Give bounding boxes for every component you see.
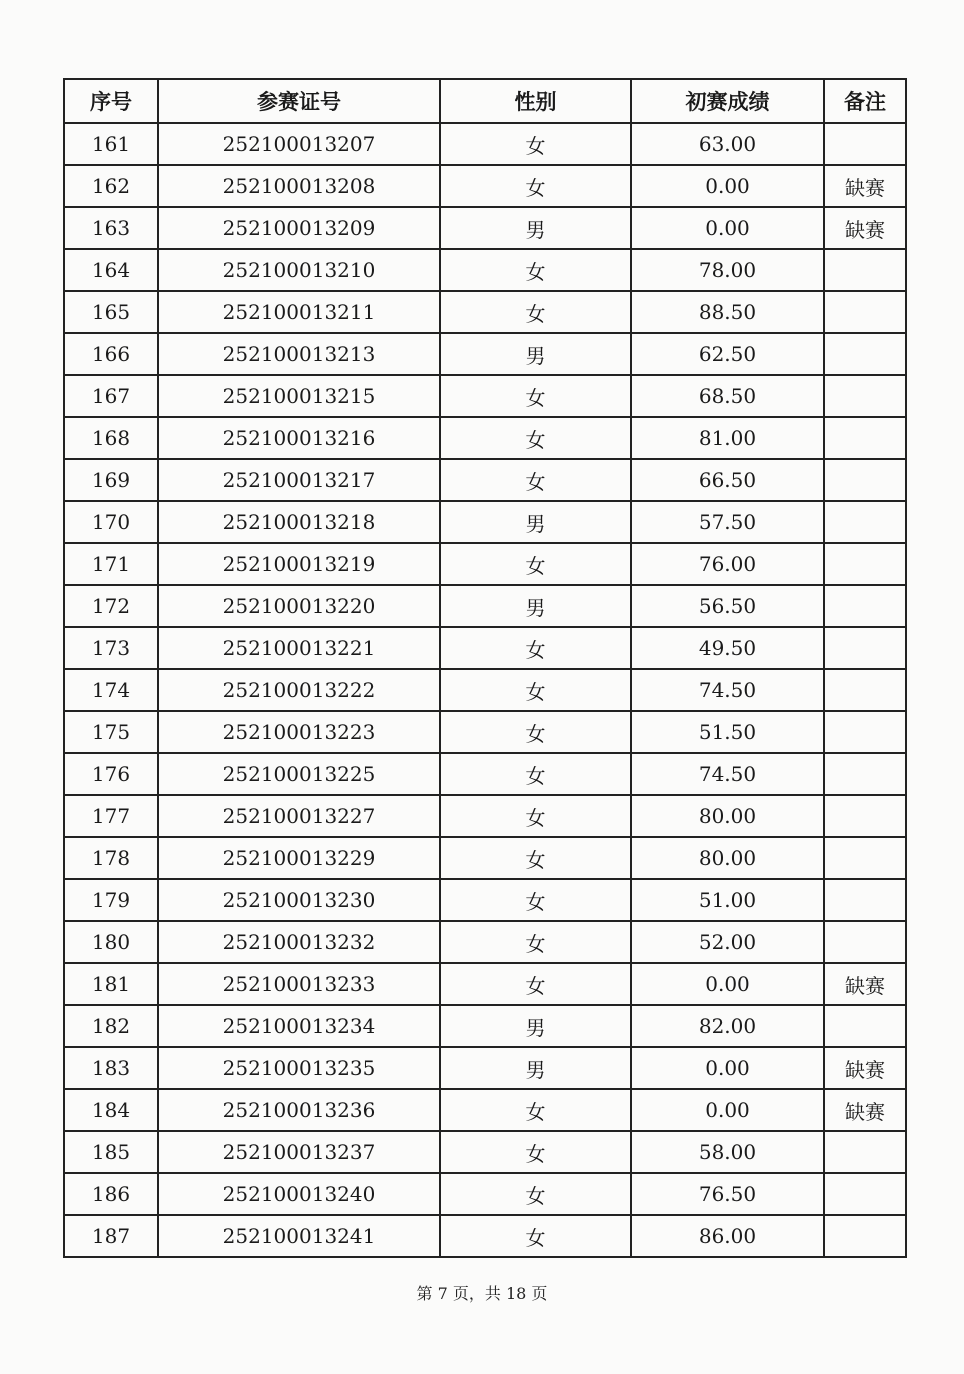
cell-gender: 女 bbox=[440, 165, 631, 207]
cell-index: 183 bbox=[64, 1047, 158, 1089]
cell-index: 169 bbox=[64, 459, 158, 501]
table-row bbox=[64, 333, 906, 375]
cell-score: 82.00 bbox=[631, 1005, 824, 1047]
table-row bbox=[64, 249, 906, 291]
cell-gender: 女 bbox=[440, 669, 631, 711]
cell-ticket-number: 252100013220 bbox=[158, 585, 440, 627]
cell-remark: 缺赛 bbox=[824, 963, 906, 1005]
table-row bbox=[64, 1131, 906, 1173]
cell-score: 88.50 bbox=[631, 291, 824, 333]
header-gender: 性别 bbox=[440, 79, 631, 123]
cell-index: 162 bbox=[64, 165, 158, 207]
cell-ticket-number: 252100013230 bbox=[158, 879, 440, 921]
table-row bbox=[64, 1173, 906, 1215]
header-preliminary-score: 初赛成绩 bbox=[631, 79, 824, 123]
cell-gender: 女 bbox=[440, 1215, 631, 1257]
cell-gender: 女 bbox=[440, 627, 631, 669]
cell-remark bbox=[824, 291, 906, 333]
cell-ticket-number: 252100013218 bbox=[158, 501, 440, 543]
cell-score: 66.50 bbox=[631, 459, 824, 501]
cell-index: 175 bbox=[64, 711, 158, 753]
table-row bbox=[64, 669, 906, 711]
cell-index: 181 bbox=[64, 963, 158, 1005]
cell-score: 80.00 bbox=[631, 837, 824, 879]
cell-ticket-number: 252100013211 bbox=[158, 291, 440, 333]
cell-ticket-number: 252100013237 bbox=[158, 1131, 440, 1173]
header-index: 序号 bbox=[64, 79, 158, 123]
table-row bbox=[64, 627, 906, 669]
cell-score: 56.50 bbox=[631, 585, 824, 627]
cell-remark bbox=[824, 543, 906, 585]
cell-index: 167 bbox=[64, 375, 158, 417]
cell-gender: 女 bbox=[440, 921, 631, 963]
cell-index: 178 bbox=[64, 837, 158, 879]
table-header-row bbox=[64, 79, 906, 123]
cell-gender: 男 bbox=[440, 1005, 631, 1047]
cell-remark bbox=[824, 501, 906, 543]
cell-index: 187 bbox=[64, 1215, 158, 1257]
cell-score: 81.00 bbox=[631, 417, 824, 459]
cell-remark bbox=[824, 585, 906, 627]
cell-remark bbox=[824, 669, 906, 711]
cell-remark bbox=[824, 627, 906, 669]
cell-score: 0.00 bbox=[631, 1089, 824, 1131]
cell-ticket-number: 252100013240 bbox=[158, 1173, 440, 1215]
table-row bbox=[64, 1005, 906, 1047]
cell-gender: 女 bbox=[440, 837, 631, 879]
cell-ticket-number: 252100013225 bbox=[158, 753, 440, 795]
cell-remark bbox=[824, 1173, 906, 1215]
cell-ticket-number: 252100013235 bbox=[158, 1047, 440, 1089]
cell-remark bbox=[824, 753, 906, 795]
cell-index: 185 bbox=[64, 1131, 158, 1173]
table-row bbox=[64, 501, 906, 543]
cell-score: 86.00 bbox=[631, 1215, 824, 1257]
cell-ticket-number: 252100013236 bbox=[158, 1089, 440, 1131]
cell-score: 0.00 bbox=[631, 207, 824, 249]
cell-score: 0.00 bbox=[631, 165, 824, 207]
cell-ticket-number: 252100013216 bbox=[158, 417, 440, 459]
cell-score: 51.00 bbox=[631, 879, 824, 921]
cell-index: 171 bbox=[64, 543, 158, 585]
cell-index: 184 bbox=[64, 1089, 158, 1131]
cell-ticket-number: 252100013232 bbox=[158, 921, 440, 963]
cell-gender: 男 bbox=[440, 501, 631, 543]
cell-ticket-number: 252100013208 bbox=[158, 165, 440, 207]
table-row bbox=[64, 165, 906, 207]
table-row bbox=[64, 1215, 906, 1257]
page-number: 第 7 页，共 18 页 bbox=[416, 1284, 548, 1303]
table-body bbox=[64, 123, 906, 1257]
cell-score: 78.00 bbox=[631, 249, 824, 291]
cell-index: 168 bbox=[64, 417, 158, 459]
cell-index: 170 bbox=[64, 501, 158, 543]
cell-score: 0.00 bbox=[631, 1047, 824, 1089]
table-row bbox=[64, 291, 906, 333]
score-table bbox=[63, 78, 907, 1258]
cell-gender: 女 bbox=[440, 1173, 631, 1215]
cell-gender: 女 bbox=[440, 1089, 631, 1131]
cell-score: 58.00 bbox=[631, 1131, 824, 1173]
cell-gender: 女 bbox=[440, 123, 631, 165]
cell-gender: 女 bbox=[440, 879, 631, 921]
cell-index: 176 bbox=[64, 753, 158, 795]
cell-score: 51.50 bbox=[631, 711, 824, 753]
table-row bbox=[64, 837, 906, 879]
cell-gender: 女 bbox=[440, 753, 631, 795]
table-row bbox=[64, 879, 906, 921]
cell-index: 177 bbox=[64, 795, 158, 837]
cell-gender: 男 bbox=[440, 207, 631, 249]
cell-remark: 缺赛 bbox=[824, 1089, 906, 1131]
cell-gender: 男 bbox=[440, 585, 631, 627]
cell-remark bbox=[824, 711, 906, 753]
cell-score: 74.50 bbox=[631, 669, 824, 711]
cell-remark bbox=[824, 1131, 906, 1173]
cell-gender: 女 bbox=[440, 291, 631, 333]
cell-ticket-number: 252100013215 bbox=[158, 375, 440, 417]
cell-gender: 女 bbox=[440, 963, 631, 1005]
table-row bbox=[64, 753, 906, 795]
table-row bbox=[64, 1047, 906, 1089]
cell-score: 68.50 bbox=[631, 375, 824, 417]
cell-gender: 女 bbox=[440, 417, 631, 459]
cell-score: 57.50 bbox=[631, 501, 824, 543]
cell-index: 165 bbox=[64, 291, 158, 333]
cell-score: 52.00 bbox=[631, 921, 824, 963]
cell-gender: 男 bbox=[440, 1047, 631, 1089]
cell-ticket-number: 252100013217 bbox=[158, 459, 440, 501]
cell-ticket-number: 252100013221 bbox=[158, 627, 440, 669]
cell-index: 182 bbox=[64, 1005, 158, 1047]
table-row bbox=[64, 459, 906, 501]
cell-index: 174 bbox=[64, 669, 158, 711]
cell-gender: 女 bbox=[440, 543, 631, 585]
cell-index: 180 bbox=[64, 921, 158, 963]
cell-remark bbox=[824, 459, 906, 501]
table-row bbox=[64, 921, 906, 963]
cell-ticket-number: 252100013207 bbox=[158, 123, 440, 165]
cell-ticket-number: 252100013210 bbox=[158, 249, 440, 291]
table-row bbox=[64, 207, 906, 249]
cell-remark: 缺赛 bbox=[824, 165, 906, 207]
table-row bbox=[64, 711, 906, 753]
cell-remark bbox=[824, 417, 906, 459]
cell-remark bbox=[824, 333, 906, 375]
cell-ticket-number: 252100013241 bbox=[158, 1215, 440, 1257]
cell-ticket-number: 252100013219 bbox=[158, 543, 440, 585]
table-row bbox=[64, 963, 906, 1005]
cell-remark bbox=[824, 249, 906, 291]
cell-score: 80.00 bbox=[631, 795, 824, 837]
cell-gender: 女 bbox=[440, 249, 631, 291]
cell-remark: 缺赛 bbox=[824, 1047, 906, 1089]
cell-gender: 女 bbox=[440, 795, 631, 837]
table-row bbox=[64, 417, 906, 459]
cell-score: 62.50 bbox=[631, 333, 824, 375]
cell-ticket-number: 252100013209 bbox=[158, 207, 440, 249]
cell-index: 161 bbox=[64, 123, 158, 165]
cell-index: 179 bbox=[64, 879, 158, 921]
table-row bbox=[64, 123, 906, 165]
cell-ticket-number: 252100013229 bbox=[158, 837, 440, 879]
cell-index: 186 bbox=[64, 1173, 158, 1215]
cell-score: 63.00 bbox=[631, 123, 824, 165]
cell-score: 76.00 bbox=[631, 543, 824, 585]
cell-remark bbox=[824, 375, 906, 417]
header-remark: 备注 bbox=[824, 79, 906, 123]
cell-ticket-number: 252100013234 bbox=[158, 1005, 440, 1047]
cell-index: 172 bbox=[64, 585, 158, 627]
table-row bbox=[64, 375, 906, 417]
cell-remark bbox=[824, 879, 906, 921]
cell-ticket-number: 252100013233 bbox=[158, 963, 440, 1005]
cell-gender: 女 bbox=[440, 711, 631, 753]
cell-index: 173 bbox=[64, 627, 158, 669]
cell-remark bbox=[824, 795, 906, 837]
table-row bbox=[64, 795, 906, 837]
table-row bbox=[64, 543, 906, 585]
cell-ticket-number: 252100013227 bbox=[158, 795, 440, 837]
cell-gender: 女 bbox=[440, 375, 631, 417]
cell-index: 163 bbox=[64, 207, 158, 249]
cell-ticket-number: 252100013213 bbox=[158, 333, 440, 375]
header-ticket-number: 参赛证号 bbox=[158, 79, 440, 123]
cell-gender: 女 bbox=[440, 1131, 631, 1173]
cell-remark bbox=[824, 1005, 906, 1047]
cell-index: 166 bbox=[64, 333, 158, 375]
cell-gender: 男 bbox=[440, 333, 631, 375]
table-row bbox=[64, 585, 906, 627]
cell-score: 0.00 bbox=[631, 963, 824, 1005]
cell-score: 74.50 bbox=[631, 753, 824, 795]
cell-score: 76.50 bbox=[631, 1173, 824, 1215]
cell-remark bbox=[824, 123, 906, 165]
cell-ticket-number: 252100013223 bbox=[158, 711, 440, 753]
cell-remark bbox=[824, 837, 906, 879]
cell-remark bbox=[824, 921, 906, 963]
cell-remark: 缺赛 bbox=[824, 207, 906, 249]
cell-score: 49.50 bbox=[631, 627, 824, 669]
cell-remark bbox=[824, 1215, 906, 1257]
cell-gender: 女 bbox=[440, 459, 631, 501]
cell-ticket-number: 252100013222 bbox=[158, 669, 440, 711]
table-row bbox=[64, 1089, 906, 1131]
cell-index: 164 bbox=[64, 249, 158, 291]
